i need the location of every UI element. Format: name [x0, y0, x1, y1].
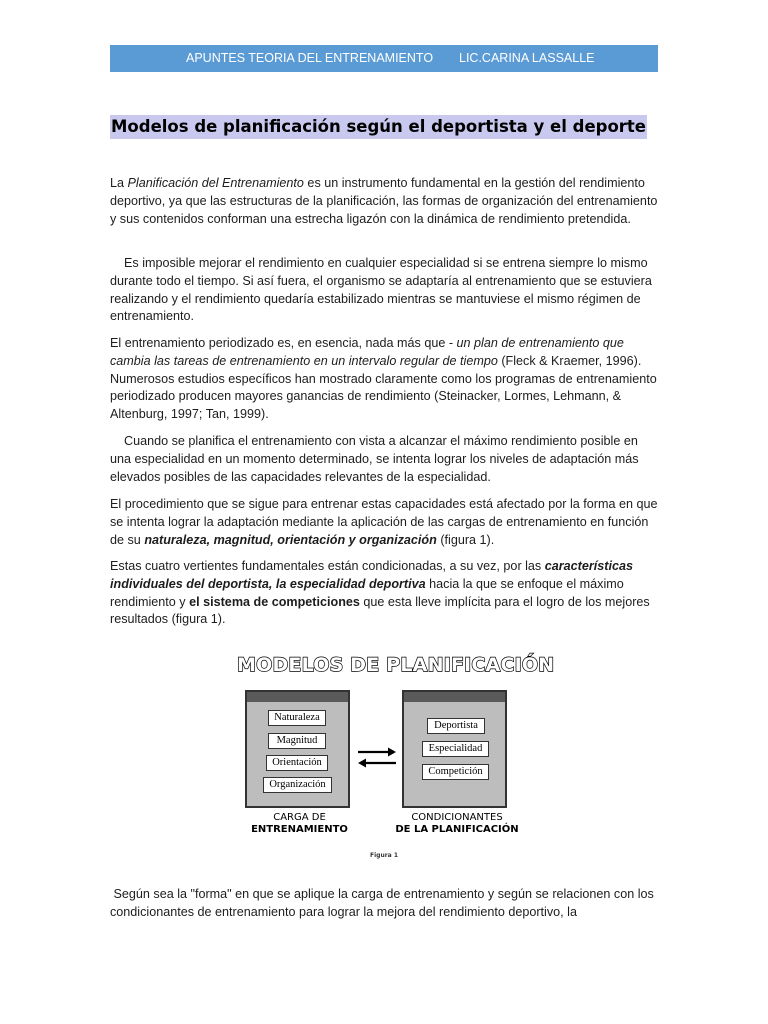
- bidirectional-arrows-icon: [356, 746, 398, 772]
- box-organizacion: Organización: [263, 777, 332, 793]
- paragraph-4: Cuando se planifica el entrenamiento con vista a alcanzar el máximo rendimiento posible en una especialidad en un momento determinado, se intenta lograr los niveles de adaptación más elevados posibles de las capacidades relevantes de la especialidad.: [110, 434, 643, 484]
- p6-text-e: que esta lleve implícita para el logro de los mejores resultados (figura 1).: [110, 594, 650, 627]
- caption-condicionantes: CONDICIONANTES: [411, 812, 503, 823]
- p5-emphasis: naturaleza, magnitud, orientación y organización: [144, 532, 437, 547]
- paragraph-1: [110, 175, 662, 228]
- p1-emphasis: Planificación del Entrenamiento: [127, 176, 304, 190]
- document-title: Modelos de planificación según el deportista y el deporte: [110, 115, 647, 139]
- box-competicion: Competición: [422, 764, 489, 780]
- p6-text-c: hacia la que se enfoque el máximo rendimiento y: [110, 576, 624, 609]
- figure-planning-models: [232, 652, 555, 864]
- paragraph-6: [110, 558, 662, 629]
- p1-text-c: es un instrumento fundamental en la gestión del rendimiento deportivo, ya que las estructuras de la planificación, las formas de organización del entrenamiento y sus contenidos conforman una estrecha ligazón con la dinámica de rendimiento pretendida.: [110, 176, 658, 226]
- header-course-title: APUNTES TEORIA DEL ENTRENAMIENTO: [186, 51, 434, 65]
- paragraph-3: [110, 335, 662, 424]
- planning-conditions-panel: [402, 690, 507, 808]
- paragraph-2: Es imposible mejorar el rendimiento en cualquier especialidad si se entrena siempre lo mismo durante todo el tiempo. Si así fuera, el organismo se adaptaría al entrenamiento que se estuviera realizando y el rendimiento quedaría estabilizado mientras se mantuviese el mismo régimen de entrenamiento.: [110, 256, 656, 324]
- box-deportista: Deportista: [427, 718, 485, 734]
- caption-carga: CARGA DE: [273, 812, 326, 823]
- box-orientacion: Orientación: [266, 755, 328, 771]
- p6-text-a: Estas cuatro vertientes fundamentales están condicionadas, a su vez, por las: [110, 559, 545, 573]
- paragraph-7: Según sea la "forma" en que se aplique la carga de entrenamiento y según se relacionen con los condicionantes de entrenamiento para lograr la mejora del rendimiento deportivo, la: [110, 887, 658, 919]
- p5-text-a: El procedimiento que se sigue para entrenar estas capacidades está afectado por la forma en que se intenta lograr la adaptación mediante la aplicación de las cargas de entrenamiento en función de su: [110, 497, 658, 547]
- box-magnitud: Magnitud: [268, 733, 326, 749]
- box-especialidad: Especialidad: [422, 741, 489, 757]
- figure-title: MODELOS DE PLANIFICACIÓN: [237, 654, 555, 676]
- p3-emphasis: un plan de entrenamiento que cambia las tareas de entrenamiento en un intervalo regular de tiempo: [110, 336, 624, 368]
- caption-de-la-planificacion: DE LA PLANIFICACIÓN: [395, 824, 519, 835]
- figure-number: Figura 1: [370, 852, 398, 859]
- p6-emphasis-1: características individuales del deportista, la especialidad deportiva: [110, 559, 633, 591]
- p5-text-c: (figura 1).: [436, 532, 495, 547]
- box-naturaleza: Naturaleza: [268, 710, 326, 726]
- p3-text-a: El entrenamiento periodizado es, en esencia, nada más que -: [110, 336, 457, 350]
- training-load-panel: [245, 690, 350, 808]
- caption-entrenamiento: ENTRENAMIENTO: [251, 824, 348, 835]
- p3-text-c: (Fleck & Kraemer, 1996). Numerosos estudios específicos han mostrado claramente como los programas de entrenamiento periodizado producen mayores ganancias de rendimiento (Steinacker, Lormes, Lehmann, & Altenburg, 1997; Tan, 1999).: [110, 353, 657, 422]
- header-author: LIC.CARINA LASSALLE: [459, 51, 595, 65]
- p6-emphasis-2: el sistema de competiciones: [189, 594, 360, 609]
- page-header: [110, 45, 658, 72]
- paragraph-5: [110, 496, 662, 549]
- p1-text-a: La: [110, 176, 128, 190]
